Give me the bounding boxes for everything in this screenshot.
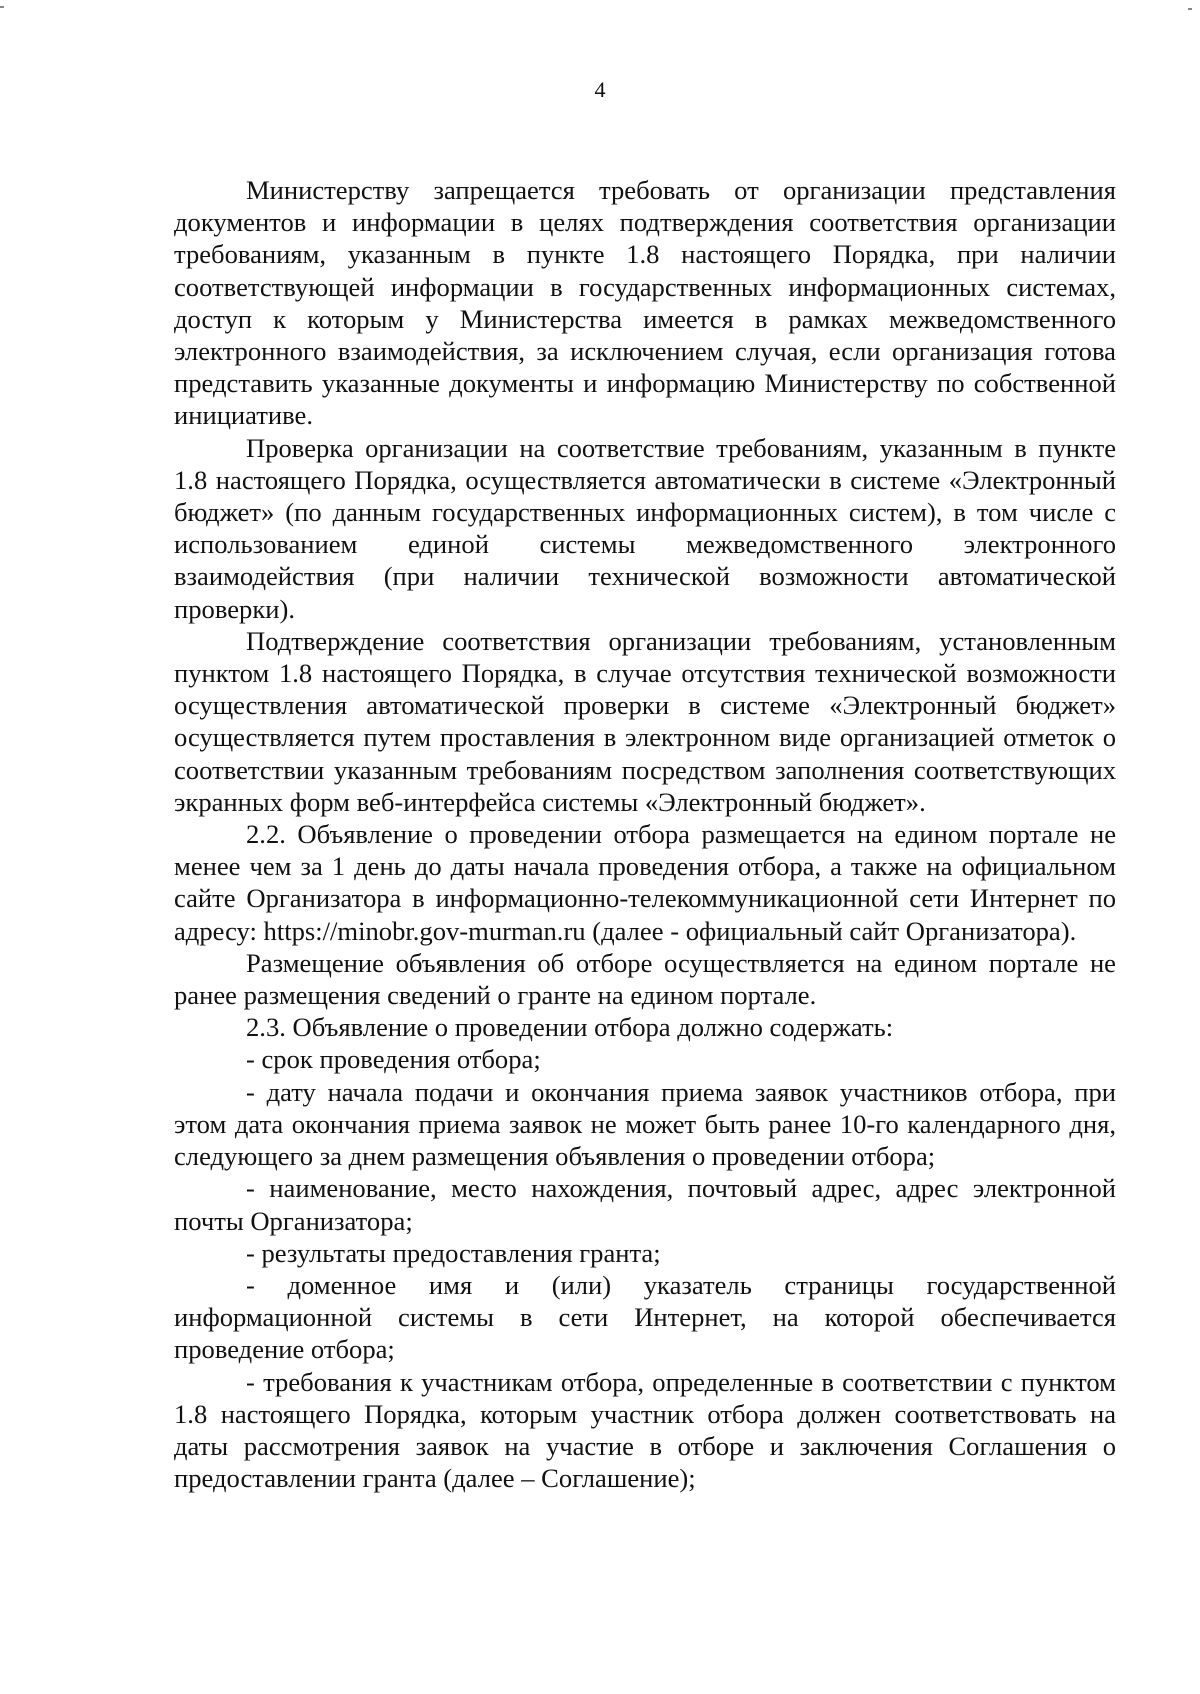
list-item: - результаты предоставления гранта; [246, 1237, 661, 1268]
paragraph: Проверка организации на соответствие требованиям, указанным в пункте 1.8 настоящего Порядка, осуществляется автоматически в системе «Электронный бюджет» (по данным государственных информационных систем), в том числе с использованием единой системы межведомственного электронного взаимодействия (при наличии технической возможности автоматической проверки). [174, 432, 1116, 624]
scan-speck-top-left [0, 6, 4, 8]
paragraph: Размещение объявления об отборе осуществляется на едином портале не ранее размещения сведений о гранте на едином портале. [174, 947, 1116, 1011]
list-item: - дату начала подачи и окончания приема заявок участников отбора, при этом дата окончания приема заявок не может быть ранее 10-го календарного дня, следующего за днем размещения объявления о проведении отбора; [174, 1076, 1116, 1172]
list-item: - требования к участникам отбора, определенные в соответствии с пунктом 1.8 настоящего Порядка, которым участник отбора должен соответствовать на даты рассмотрения заявок на участие в отборе и заключения Соглашения о предоставлении гранта (далее – Соглашение); [174, 1366, 1116, 1494]
page-number: 4 [594, 77, 606, 102]
paragraph: 2.2. Объявление о проведении отбора размещается на едином портале не менее чем за 1 день до даты начала проведения отбора, а также на официальном сайте Организатора в информационно-телекоммуникационной сети Интернет по адресу: https://minobr.gov-murman.ru (далее - официальный сайт Организатора). [174, 819, 1116, 946]
list-item: - наименование, место нахождения, почтовый адрес, адрес электронной почты Организатора; [174, 1173, 1116, 1236]
list-item: - доменное имя и (или) указатель страницы государственной информационной системы в сети Интернет, на которой обеспечивается проведение отбора; [174, 1269, 1116, 1365]
document-body [174, 174, 1116, 1494]
paragraph: Министерству запрещается требовать от организации представления документов и информации в целях подтверждения соответствия организации требованиям, указанным в пункте 1.8 настоящего Порядка, при наличии соответствующей информации в государственных информационных системах, доступ к которым у Министерства имеется в рамках межведомственного электронного взаимодействия, за исключением случая, если организация готова представить указанные документы и информацию Министерству по собственной инициативе. [174, 175, 1116, 431]
scan-speck-top-right [1188, 8, 1192, 10]
list-item: - срок проведения отбора; [246, 1044, 541, 1075]
paragraph: 2.3. Объявление о проведении отбора должно содержать: [246, 1012, 894, 1043]
paragraph: Подтверждение соответствия организации требованиям, установленным пунктом 1.8 настоящего Порядка, в случае отсутствия технической возможности осуществления автоматической проверки в системе «Электронный бюджет» осуществляется путем проставления в электронном виде организацией отметок о соответствии указанным требованиям посредством заполнения соответствующих экранных форм веб-интерфейса системы «Электронный бюджет». [174, 625, 1116, 817]
